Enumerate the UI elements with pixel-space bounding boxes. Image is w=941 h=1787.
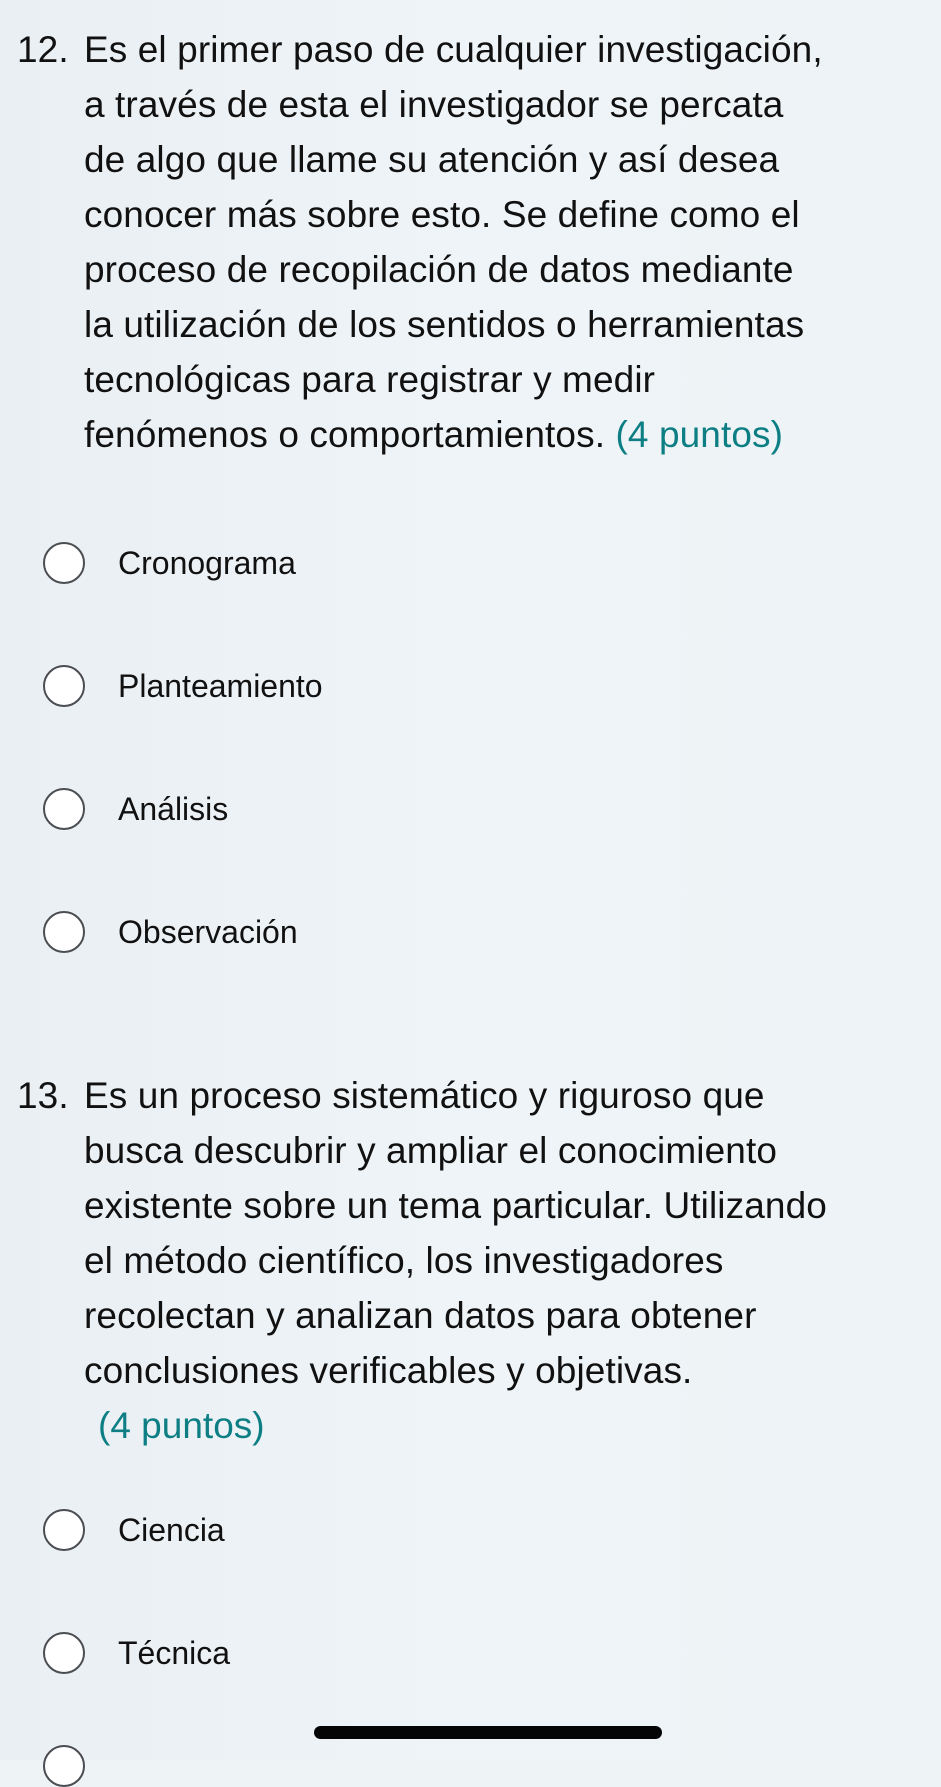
question-line: proceso de recopilación de datos mediante bbox=[84, 249, 794, 290]
question-12-options bbox=[0, 502, 941, 994]
question-line: recolectan y analizan datos para obtener bbox=[84, 1295, 757, 1336]
option-label: Técnica bbox=[118, 1635, 231, 1671]
option-ciencia[interactable] bbox=[0, 1469, 941, 1592]
question-line: fenómenos o comportamientos. bbox=[84, 414, 606, 455]
question-line: de algo que llame su atención y así desea bbox=[84, 139, 780, 180]
question-line: a través de esta el investigador se percata bbox=[84, 84, 784, 125]
question-line: conocer más sobre esto. Se define como el bbox=[84, 194, 800, 235]
radio-button[interactable] bbox=[43, 911, 85, 953]
question-text bbox=[84, 1068, 941, 1398]
next-option-radio-button[interactable] bbox=[43, 1745, 85, 1787]
radio-button[interactable] bbox=[43, 665, 85, 707]
question-13-options bbox=[0, 1469, 941, 1715]
option-observacion[interactable] bbox=[0, 871, 941, 994]
question-line: conclusiones verificables y objetivas. bbox=[84, 1350, 693, 1391]
question-last-line bbox=[84, 407, 941, 462]
question-12-title bbox=[0, 22, 941, 462]
question-12 bbox=[0, 22, 941, 994]
question-line: tecnológicas para registrar y medir bbox=[84, 359, 656, 400]
question-line: busca descubrir y ampliar el conocimiento bbox=[84, 1130, 778, 1171]
option-label: Ciencia bbox=[118, 1512, 225, 1548]
question-text bbox=[84, 22, 941, 462]
question-line: existente sobre un tema particular. Utilizando bbox=[84, 1185, 827, 1226]
question-13-title bbox=[0, 1068, 941, 1398]
option-planteamiento[interactable] bbox=[0, 625, 941, 748]
question-line: el método científico, los investigadores bbox=[84, 1240, 724, 1281]
points-label: (4 puntos) bbox=[615, 414, 784, 455]
option-cronograma[interactable] bbox=[0, 502, 941, 625]
option-tecnica[interactable] bbox=[0, 1592, 941, 1715]
option-label: Planteamiento bbox=[118, 668, 323, 704]
points-label: (4 puntos) bbox=[98, 1405, 265, 1446]
option-label: Análisis bbox=[118, 791, 229, 827]
radio-button[interactable] bbox=[43, 788, 85, 830]
option-label: Cronograma bbox=[118, 545, 296, 581]
home-indicator[interactable] bbox=[314, 1726, 662, 1739]
option-analisis[interactable] bbox=[0, 748, 941, 871]
option-label: Observación bbox=[118, 914, 298, 950]
radio-button[interactable] bbox=[43, 1509, 85, 1551]
question-number: 13. bbox=[17, 1075, 69, 1116]
question-line: Es un proceso sistemático y riguroso que bbox=[84, 1075, 765, 1116]
question-line: Es el primer paso de cualquier investigación, bbox=[84, 29, 823, 70]
question-number: 12. bbox=[17, 29, 69, 70]
radio-button[interactable] bbox=[43, 542, 85, 584]
question-line: la utilización de los sentidos o herramientas bbox=[84, 304, 805, 345]
question-13 bbox=[0, 1068, 941, 1715]
radio-button[interactable] bbox=[43, 1632, 85, 1674]
